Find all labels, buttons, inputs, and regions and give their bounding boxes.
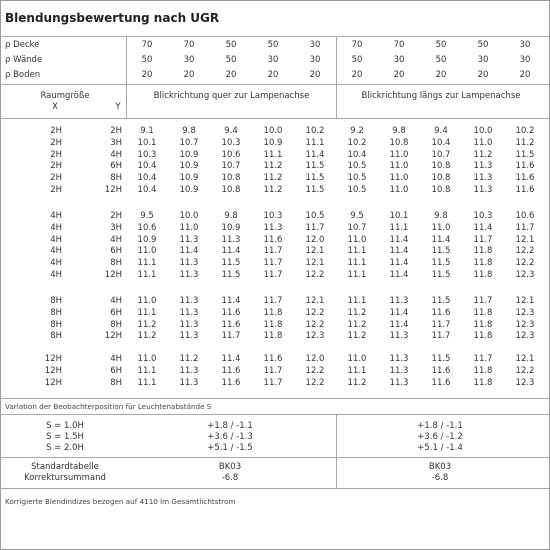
table-cell-y: 6H: [110, 307, 122, 318]
table-cell-value: 10.3: [473, 211, 493, 221]
table-cell-value: 9.8: [434, 211, 448, 221]
table-cell-x: 4H: [50, 258, 62, 269]
table-cell-value: 11.3: [221, 234, 241, 245]
table-cell-x: 2H: [50, 137, 62, 148]
table-cell-x: 2H: [50, 173, 62, 184]
table-cell-value: 10.6: [515, 211, 535, 221]
variation-across: +5.1 / -1.5: [207, 443, 253, 453]
table-cell-value: 11.7: [305, 222, 325, 233]
row-divider: [0, 36, 549, 37]
table-cell-value: 11.5: [431, 258, 451, 269]
table-cell-value: 11.8: [473, 331, 493, 342]
table-cell-value: 9.4: [224, 126, 238, 136]
reflectance-value: 30: [393, 55, 405, 65]
table-cell-value: 10.8: [431, 161, 451, 172]
table-cell-value: 12.3: [515, 319, 535, 330]
table-cell-x: 8H: [50, 296, 62, 306]
table-cell-value: 11.8: [473, 307, 493, 318]
table-cell-value: 11.3: [179, 307, 199, 318]
table-cell-value: 11.0: [137, 246, 157, 257]
reflectance-value: 70: [351, 40, 363, 50]
table-cell-value: 11.6: [431, 365, 451, 376]
table-cell-value: 9.8: [182, 126, 196, 136]
table-cell-value: 10.9: [179, 173, 199, 184]
table-cell-x: 2H: [50, 161, 62, 172]
table-cell-value: 11.0: [389, 161, 409, 172]
table-cell-value: 12.3: [305, 331, 325, 342]
table-cell-y: 6H: [110, 246, 122, 257]
table-cell-x: 12H: [44, 365, 62, 376]
table-cell-value: 11.1: [137, 377, 157, 388]
reflectance-value: 30: [519, 40, 531, 50]
table-cell-value: 11.3: [263, 222, 283, 233]
table-cell-x: 12H: [44, 354, 62, 364]
table-cell-value: 12.2: [305, 377, 325, 388]
table-cell-value: 10.5: [305, 211, 325, 221]
table-cell-value: 11.1: [305, 137, 325, 148]
table-cell-value: 11.4: [389, 258, 409, 269]
table-cell-value: 11.1: [137, 270, 157, 280]
row-divider: [0, 118, 549, 119]
table-cell-x: 4H: [50, 211, 62, 221]
table-cell-value: 11.1: [137, 258, 157, 269]
table-cell-value: 11.8: [473, 377, 493, 388]
table-cell-value: 11.3: [179, 331, 199, 342]
table-cell-value: 10.9: [179, 149, 199, 160]
table-cell-value: 10.3: [137, 149, 157, 160]
table-cell-value: 11.3: [389, 296, 409, 306]
table-cell-value: 11.5: [431, 354, 451, 364]
table-cell-value: 11.0: [137, 296, 157, 306]
table-cell-value: 11.3: [179, 365, 199, 376]
reflectance-value: 20: [183, 70, 195, 80]
table-cell-value: 11.1: [347, 296, 367, 306]
table-cell-value: 11.3: [473, 185, 493, 195]
variation-across: +1.8 / -1.1: [207, 421, 253, 431]
table-cell-value: 11.4: [179, 246, 199, 257]
table-cell-value: 11.6: [221, 307, 241, 318]
table-cell-value: 11.4: [473, 222, 493, 233]
table-cell-value: 10.5: [347, 173, 367, 184]
table-cell-y: 2H: [110, 126, 122, 136]
table-cell-value: 11.7: [263, 365, 283, 376]
table-cell-value: 11.4: [389, 307, 409, 318]
table-cell-y: 8H: [110, 173, 122, 184]
table-cell-value: 11.3: [179, 377, 199, 388]
row-divider: [0, 488, 549, 489]
table-cell-value: 10.8: [431, 185, 451, 195]
table-cell-value: 11.5: [431, 270, 451, 280]
table-cell-value: 10.7: [431, 149, 451, 160]
table-cell-value: 11.6: [221, 365, 241, 376]
table-cell-value: 12.0: [305, 354, 325, 364]
variation-along: +5.1 / -1.4: [417, 443, 463, 453]
table-cell-y: 2H: [110, 211, 122, 221]
table-cell-value: 11.0: [389, 149, 409, 160]
table-cell-value: 11.7: [263, 377, 283, 388]
table-cell-value: 11.6: [431, 307, 451, 318]
table-cell-value: 10.7: [221, 161, 241, 172]
table-cell-x: 8H: [50, 319, 62, 330]
table-cell-y: 8H: [110, 258, 122, 269]
standard-along: BK03: [428, 462, 452, 472]
table-cell-value: 11.3: [179, 258, 199, 269]
table-cell-value: 11.7: [263, 296, 283, 306]
row-divider: [0, 84, 549, 85]
table-cell-value: 10.9: [179, 161, 199, 172]
table-cell-value: 12.3: [515, 377, 535, 388]
table-cell-value: 10.2: [347, 137, 367, 148]
table-cell-value: 12.1: [515, 354, 535, 364]
table-cell-value: 10.3: [263, 211, 283, 221]
reflectance-value: 30: [477, 55, 489, 65]
table-cell-value: 11.0: [473, 137, 493, 148]
table-cell-value: 11.1: [137, 307, 157, 318]
table-cell-value: 9.5: [350, 211, 364, 221]
table-cell-value: 10.4: [347, 149, 367, 160]
table-cell-value: 10.9: [179, 185, 199, 195]
header-x: X: [52, 102, 58, 112]
table-cell-x: 8H: [50, 331, 62, 342]
table-cell-value: 12.2: [515, 258, 535, 269]
table-cell-value: 11.6: [263, 354, 283, 364]
table-cell-value: 11.2: [347, 377, 367, 388]
table-cell-value: 11.7: [473, 354, 493, 364]
table-cell-value: 12.1: [305, 246, 325, 257]
table-cell-x: 4H: [50, 234, 62, 245]
table-cell-value: 11.0: [389, 173, 409, 184]
reflectance-value: 70: [393, 40, 405, 50]
reflectance-value: 20: [309, 70, 321, 80]
table-cell-value: 10.8: [431, 173, 451, 184]
table-cell-value: 11.2: [179, 354, 199, 364]
table-cell-x: 2H: [50, 149, 62, 160]
reflectance-label: ρ Decke: [5, 40, 40, 50]
table-cell-value: 11.2: [263, 173, 283, 184]
table-cell-value: 12.2: [515, 246, 535, 257]
reflectance-value: 30: [309, 40, 321, 50]
table-cell-y: 12H: [104, 270, 122, 280]
table-cell-value: 12.2: [305, 270, 325, 280]
table-cell-value: 12.3: [515, 331, 535, 342]
table-cell-y: 4H: [110, 234, 122, 245]
table-cell-value: 11.4: [221, 296, 241, 306]
table-cell-value: 11.4: [305, 149, 325, 160]
table-cell-value: 12.3: [515, 270, 535, 280]
table-cell-y: 3H: [110, 222, 122, 233]
table-cell-value: 11.7: [221, 331, 241, 342]
table-cell-value: 11.1: [347, 365, 367, 376]
table-cell-value: 11.3: [179, 319, 199, 330]
reflectance-value: 50: [225, 40, 237, 50]
table-cell-value: 11.5: [305, 185, 325, 195]
table-cell-value: 11.5: [515, 149, 535, 160]
row-divider: [0, 457, 549, 458]
table-cell-x: 12H: [44, 377, 62, 388]
reflectance-value: 30: [309, 55, 321, 65]
table-cell-value: 11.6: [515, 173, 535, 184]
table-cell-value: 9.5: [140, 211, 154, 221]
reflectance-value: 70: [141, 40, 153, 50]
table-cell-value: 12.3: [515, 307, 535, 318]
table-cell-value: 11.4: [389, 246, 409, 257]
table-cell-value: 11.3: [473, 161, 493, 172]
table-cell-value: 10.2: [305, 126, 325, 136]
table-cell-value: 11.3: [389, 377, 409, 388]
table-cell-value: 10.4: [137, 173, 157, 184]
header-view-across: Blickrichtung quer zur Lampenachse: [153, 91, 310, 101]
table-cell-y: 8H: [110, 319, 122, 330]
reflectance-value: 20: [225, 70, 237, 80]
table-cell-value: 11.5: [221, 258, 241, 269]
table-cell-value: 9.8: [392, 126, 406, 136]
table-cell-value: 10.5: [347, 161, 367, 172]
table-cell-value: 10.8: [221, 185, 241, 195]
page-title: Blendungsbewertung nach UGR: [5, 11, 220, 25]
table-cell-x: 4H: [50, 222, 62, 233]
table-cell-y: 8H: [110, 377, 122, 388]
table-cell-value: 11.1: [347, 270, 367, 280]
table-cell-value: 11.4: [221, 246, 241, 257]
table-cell-value: 11.4: [389, 270, 409, 280]
table-cell-value: 11.5: [305, 173, 325, 184]
table-cell-y: 12H: [104, 331, 122, 342]
variation-label: S = 2.0H: [46, 443, 84, 453]
table-cell-value: 9.2: [350, 126, 364, 136]
table-cell-value: 11.8: [263, 331, 283, 342]
table-cell-value: 11.8: [473, 270, 493, 280]
table-cell-value: 12.1: [305, 296, 325, 306]
reflectance-label: ρ Boden: [5, 70, 41, 80]
column-divider: [336, 414, 337, 488]
table-cell-value: 12.0: [305, 234, 325, 245]
reflectance-value: 20: [435, 70, 447, 80]
row-divider: [0, 414, 549, 415]
table-cell-value: 11.2: [263, 185, 283, 195]
table-cell-value: 11.5: [431, 296, 451, 306]
table-cell-value: 11.4: [389, 319, 409, 330]
table-cell-value: 11.1: [347, 258, 367, 269]
table-cell-x: 4H: [50, 270, 62, 280]
table-cell-value: 11.3: [389, 331, 409, 342]
reflectance-value: 50: [225, 55, 237, 65]
table-cell-value: 12.2: [305, 319, 325, 330]
table-cell-value: 11.3: [389, 365, 409, 376]
table-cell-value: 11.6: [515, 161, 535, 172]
table-cell-value: 11.2: [515, 137, 535, 148]
reflectance-value: 30: [267, 55, 279, 65]
table-cell-value: 11.0: [347, 234, 367, 245]
table-cell-value: 11.5: [431, 246, 451, 257]
reflectance-value: 20: [519, 70, 531, 80]
table-cell-value: 11.5: [221, 270, 241, 280]
reflectance-value: 20: [141, 70, 153, 80]
table-cell-value: 11.0: [431, 222, 451, 233]
table-cell-value: 10.4: [137, 185, 157, 195]
table-cell-value: 11.0: [179, 222, 199, 233]
table-cell-value: 11.4: [389, 234, 409, 245]
standard-label: Standardtabelle: [31, 462, 99, 472]
table-cell-value: 12.1: [515, 296, 535, 306]
variation-label: S = 1.0H: [46, 421, 84, 431]
table-cell-value: 10.4: [431, 137, 451, 148]
reflectance-label: ρ Wände: [5, 55, 43, 65]
table-cell-y: 3H: [110, 137, 122, 148]
table-cell-value: 10.0: [473, 126, 493, 136]
table-cell-value: 9.8: [224, 211, 238, 221]
table-cell-value: 11.3: [389, 354, 409, 364]
table-cell-value: 10.2: [515, 126, 535, 136]
table-cell-value: 12.2: [515, 365, 535, 376]
table-cell-value: 10.7: [179, 137, 199, 148]
table-cell-value: 11.6: [221, 319, 241, 330]
variation-label: S = 1.5H: [46, 432, 84, 442]
table-cell-y: 4H: [110, 296, 122, 306]
table-cell-value: 11.7: [263, 270, 283, 280]
table-cell-value: 10.5: [347, 185, 367, 195]
reflectance-value: 20: [351, 70, 363, 80]
table-cell-value: 12.2: [305, 307, 325, 318]
reflectance-value: 50: [267, 40, 279, 50]
table-cell-value: 10.7: [347, 222, 367, 233]
reflectance-value: 50: [477, 40, 489, 50]
table-cell-value: 10.1: [389, 211, 409, 221]
reflectance-value: 30: [519, 55, 531, 65]
table-cell-value: 11.1: [347, 246, 367, 257]
reflectance-value: 50: [435, 55, 447, 65]
table-cell-value: 11.2: [137, 331, 157, 342]
row-divider: [0, 398, 549, 399]
table-cell-value: 10.6: [221, 149, 241, 160]
table-cell-value: 11.0: [389, 185, 409, 195]
header-y: Y: [115, 102, 121, 112]
table-cell-value: 11.2: [263, 161, 283, 172]
table-cell-value: 10.0: [263, 126, 283, 136]
table-cell-value: 11.8: [473, 365, 493, 376]
table-cell-x: 8H: [50, 307, 62, 318]
reflectance-value: 70: [183, 40, 195, 50]
table-cell-value: 11.0: [347, 354, 367, 364]
header-view-along: Blickrichtung längs zur Lampenachse: [361, 91, 521, 101]
table-cell-y: 4H: [110, 149, 122, 160]
table-cell-value: 9.4: [434, 126, 448, 136]
table-cell-value: 11.8: [473, 246, 493, 257]
reflectance-value: 50: [435, 40, 447, 50]
table-cell-value: 11.3: [179, 296, 199, 306]
table-cell-y: 6H: [110, 365, 122, 376]
table-cell-value: 10.4: [137, 161, 157, 172]
reflectance-value: 20: [477, 70, 489, 80]
table-cell-value: 11.8: [263, 319, 283, 330]
table-cell-value: 11.2: [473, 149, 493, 160]
table-cell-x: 2H: [50, 185, 62, 195]
table-cell-value: 11.7: [263, 246, 283, 257]
table-cell-y: 12H: [104, 185, 122, 195]
correction-label: Korrektursummand: [24, 473, 106, 483]
table-cell-value: 10.0: [179, 211, 199, 221]
table-cell-value: 10.9: [137, 234, 157, 245]
footnote: Korrigierte Blendindizes bezogen auf 4110 lm Gesamtlichtstrom: [5, 497, 236, 506]
header-room-size: Raumgröße: [40, 91, 90, 101]
table-cell-value: 11.0: [137, 354, 157, 364]
reflectance-value: 50: [141, 55, 153, 65]
table-cell-value: 11.4: [221, 354, 241, 364]
variation-caption: Variation der Beobachterposition für Leuchtenabstände S: [5, 402, 212, 411]
table-cell-value: 11.6: [263, 234, 283, 245]
table-cell-value: 11.8: [473, 319, 493, 330]
table-cell-value: 10.6: [137, 222, 157, 233]
table-cell-value: 12.2: [305, 365, 325, 376]
table-cell-value: 10.8: [221, 173, 241, 184]
table-cell-value: 11.4: [431, 234, 451, 245]
table-cell-value: 11.7: [473, 296, 493, 306]
table-cell-value: 11.1: [389, 222, 409, 233]
reflectance-value: 20: [393, 70, 405, 80]
table-cell-value: 11.2: [347, 319, 367, 330]
reflectance-value: 30: [183, 55, 195, 65]
table-cell-value: 11.7: [473, 234, 493, 245]
table-cell-value: 9.1: [140, 126, 154, 136]
table-cell-x: 2H: [50, 126, 62, 136]
table-cell-value: 11.8: [263, 307, 283, 318]
table-cell-value: 11.7: [431, 331, 451, 342]
variation-along: +1.8 / -1.1: [417, 421, 463, 431]
table-cell-value: 10.9: [263, 137, 283, 148]
correction-across: -6.8: [221, 473, 239, 483]
standard-across: BK03: [218, 462, 242, 472]
variation-across: +3.6 / -1.3: [207, 432, 253, 442]
table-cell-value: 11.7: [263, 258, 283, 269]
table-cell-value: 11.1: [263, 149, 283, 160]
table-cell-value: 11.3: [179, 234, 199, 245]
table-cell-x: 4H: [50, 246, 62, 257]
reflectance-value: 50: [351, 55, 363, 65]
reflectance-value: 20: [267, 70, 279, 80]
table-cell-value: 11.1: [137, 365, 157, 376]
table-cell-y: 6H: [110, 161, 122, 172]
table-cell-value: 12.1: [515, 234, 535, 245]
table-cell-value: 10.3: [221, 137, 241, 148]
table-cell-value: 11.2: [347, 331, 367, 342]
table-cell-value: 11.6: [221, 377, 241, 388]
table-cell-value: 11.5: [305, 161, 325, 172]
table-cell-value: 11.7: [515, 222, 535, 233]
table-cell-value: 12.1: [305, 258, 325, 269]
table-cell-value: 10.8: [389, 137, 409, 148]
table-cell-value: 11.3: [179, 270, 199, 280]
table-cell-value: 11.6: [515, 185, 535, 195]
table-cell-value: 11.2: [347, 307, 367, 318]
table-cell-value: 11.7: [431, 319, 451, 330]
variation-along: +3.6 / -1.2: [417, 432, 463, 442]
correction-along: -6.8: [431, 473, 449, 483]
table-cell-value: 11.8: [473, 258, 493, 269]
table-cell-value: 11.3: [473, 173, 493, 184]
table-cell-value: 10.1: [137, 137, 157, 148]
table-cell-y: 4H: [110, 354, 122, 364]
table-cell-value: 11.2: [137, 319, 157, 330]
table-cell-value: 10.9: [221, 222, 241, 233]
table-cell-value: 11.6: [431, 377, 451, 388]
